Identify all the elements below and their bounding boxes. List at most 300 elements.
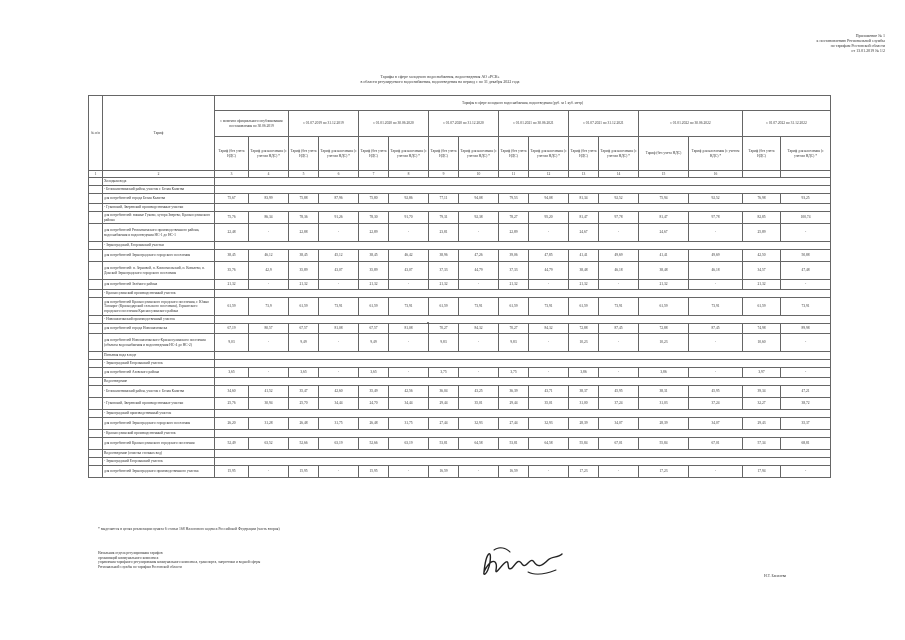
tariff-cell: 9,03	[215, 334, 249, 352]
column-index: 2	[103, 171, 215, 178]
tariff-cell: 49,69	[599, 250, 639, 262]
tariff-cell: -	[689, 224, 743, 242]
row-no	[89, 298, 103, 316]
tariff-cell: 38,48	[639, 262, 689, 280]
table-row	[89, 212, 831, 224]
table-row	[89, 466, 831, 478]
column-index: 13	[569, 171, 599, 178]
tariff-cell: 21,32	[639, 280, 689, 290]
tariff-cell: 92,86	[389, 194, 429, 204]
tariff-cell: 26,48	[289, 418, 319, 430]
signature-line: Начальник отдела регулирования тарифов	[98, 551, 163, 555]
tariff-cell: 92,38	[459, 212, 499, 224]
row-no	[89, 186, 103, 194]
tariff-cell: 92,52	[599, 194, 639, 204]
tariff-cell: -	[389, 224, 429, 242]
footnote: * выделяется в целях реализации пункта 6 статьи 168 Налогового кодекса Российской Федерации (часть вторая)	[98, 527, 280, 531]
tariff-cell: 35,01	[529, 398, 569, 410]
tariff-cell: 31,28	[249, 418, 289, 430]
tariff-cell: 46,18	[599, 262, 639, 280]
tariff-cell: 78,27	[499, 212, 529, 224]
tariff-cell: 52,49	[215, 438, 249, 450]
subheader-no-vat: Тариф (без учета НДС)	[215, 137, 249, 171]
tariff-cell: 73,91	[319, 298, 359, 316]
tariff-cell: 17,23	[569, 466, 599, 478]
tariff-cell: -	[389, 280, 429, 290]
tariff-cell: -	[599, 280, 639, 290]
tariff-cell: 9,49	[359, 334, 389, 352]
tariff-cell: 24,67	[639, 224, 689, 242]
tariff-cell: 34,57	[743, 262, 781, 280]
tariff-cell: 22,88	[289, 224, 319, 242]
tariff-cell: 50,88	[781, 250, 831, 262]
tariff-cell: 83,99	[249, 194, 289, 204]
tariff-cell: 53,81	[499, 438, 529, 450]
signer-name: Н.Т. Басилева	[764, 574, 787, 578]
column-index: 15	[639, 171, 689, 178]
row-label: для потребителей Красносулинского городского поселения	[103, 438, 215, 450]
tariff-cell: -	[459, 224, 499, 242]
tariff-cell: 87,45	[689, 324, 743, 334]
section-filler	[215, 186, 831, 194]
tariff-cell: 74,98	[743, 324, 781, 334]
row-no	[89, 466, 103, 478]
tariff-cell: 44,79	[459, 262, 499, 280]
row-label: для потребителей Зерноградского производственного участка	[103, 466, 215, 478]
tariff-cell: 29,44	[429, 398, 459, 410]
tariff-cell: 47,26	[459, 250, 499, 262]
tariff-cell: 41,41	[569, 250, 599, 262]
tariff-cell: 27,44	[499, 418, 529, 430]
tariff-cell: 79,31	[429, 212, 459, 224]
table-row	[89, 450, 831, 458]
tariff-cell: 31,75	[389, 418, 429, 430]
tariff-cell: 25,76	[215, 398, 249, 410]
tariff-cell: 97,78	[599, 212, 639, 224]
section-filler	[215, 316, 831, 324]
tariff-cell: -	[529, 466, 569, 478]
column-index	[781, 171, 831, 178]
tariff-cell: -	[529, 368, 569, 378]
tariff-cell: -	[689, 334, 743, 352]
tariff-cell: 35,49	[359, 386, 389, 398]
tariff-cell: 61,59	[289, 298, 319, 316]
tariff-cell: 81,34	[569, 194, 599, 204]
tariff-cell: 34,44	[319, 398, 359, 410]
tariff-cell: 29,44	[499, 398, 529, 410]
column-index: 10	[459, 171, 499, 178]
tariff-cell: 30,94	[249, 398, 289, 410]
tariff-cell: 91,26	[319, 212, 359, 224]
tariff-cell: 26,20	[215, 418, 249, 430]
tariff-cell: 26,48	[359, 418, 389, 430]
tariff-cell: 46,12	[249, 250, 289, 262]
tariff-cell: 37,33	[499, 262, 529, 280]
row-label: для потребителей: южные Гуково, хутора Зверево, Красносулинского района	[103, 212, 215, 224]
row-label: - Гуковский, Зверевский производственные участки	[103, 398, 215, 410]
tariff-cell: 73,9	[249, 298, 289, 316]
signature-line: организаций коммунального комплекса	[98, 555, 159, 560]
tariff-cell: 61,59	[215, 298, 249, 316]
tariff-cell: 81,47	[569, 212, 599, 224]
section-filler	[215, 458, 831, 466]
row-no	[89, 316, 103, 324]
tariff-cell: 25,70	[289, 398, 319, 410]
tariff-cell: 61,59	[743, 298, 781, 316]
tariff-cell: 32,93	[529, 418, 569, 430]
tariff-cell: 63,52	[249, 438, 289, 450]
tariff-cell: 61,59	[569, 298, 599, 316]
tariff-cell: 15,95	[359, 466, 389, 478]
tariff-cell: 67,57	[289, 324, 319, 334]
appendix-line: Приложение № 1	[855, 33, 885, 38]
table-row	[89, 298, 831, 316]
tariff-cell: 16,59	[429, 466, 459, 478]
tariff-cell: 35,37	[781, 418, 831, 430]
row-no	[89, 410, 103, 418]
tariff-cell: 38,45	[359, 250, 389, 262]
table-row	[89, 410, 831, 418]
tariff-cell: 78,30	[359, 212, 389, 224]
table-row	[89, 194, 831, 204]
table-row	[89, 262, 831, 280]
tariff-cell: 41,52	[249, 386, 289, 398]
tariff-cell: 21,32	[359, 280, 389, 290]
subheader-population: Тариф для населения (с учетом НДС) *	[389, 137, 429, 171]
tariff-cell: 76,98	[743, 194, 781, 204]
column-index: 7	[359, 171, 389, 178]
row-no	[89, 378, 103, 386]
subheader-no-vat: Тариф (без учета НДС)	[429, 137, 459, 171]
tariff-cell: 21,32	[499, 280, 529, 290]
tariff-cell: -	[529, 334, 569, 352]
tariff-cell: -	[781, 280, 831, 290]
tariff-cell: 3,86	[569, 368, 599, 378]
tariff-cell: 3,97	[743, 368, 781, 378]
row-label: - Красносулинский производственный участок	[103, 290, 215, 298]
row-label: Водоотведение (очистка сточных вод)	[103, 450, 215, 458]
tariff-cell: -	[689, 280, 743, 290]
tariff-cell: 38,72	[781, 398, 831, 410]
column-index: 8	[389, 171, 429, 178]
tariff-cell: 21,32	[289, 280, 319, 290]
table-row	[89, 324, 831, 334]
tariff-cell: 21,32	[429, 280, 459, 290]
tariff-cell: 47,21	[781, 386, 831, 398]
tariff-cell: 72,88	[569, 324, 599, 334]
column-index: 3	[215, 171, 249, 178]
tariff-cell: 86,34	[249, 212, 289, 224]
period-header: с 01.07.2022 по 31.12.2022	[743, 111, 831, 137]
header-tariff: Тариф	[103, 96, 215, 171]
section-filler	[215, 450, 831, 458]
header-row-indices	[89, 171, 831, 178]
tariff-cell: 47,85	[529, 250, 569, 262]
column-index: 12	[529, 171, 569, 178]
row-label: для потребителей Новошахтинского-Красносулинского поселения (объекты водоснабжения и водоотведения НС-4 до НС-2)	[103, 334, 215, 352]
tariff-cell: 44,79	[529, 262, 569, 280]
row-label: - Красносулинский производственный участок	[103, 430, 215, 438]
tariff-cell: 87,45	[599, 324, 639, 334]
tariff-cell: -	[319, 368, 359, 378]
tariff-cell: 21,32	[743, 280, 781, 290]
table-row	[89, 430, 831, 438]
tariff-cell: 37,33	[429, 262, 459, 280]
table-row	[89, 204, 831, 212]
tariff-cell: 31,00	[569, 398, 599, 410]
row-label: для потребителей: п. Зерновой, п. Комсомольский, п. Ковалево, п. Донской Зерноградского городского поселения	[103, 262, 215, 280]
tariff-cell: 73,91	[529, 298, 569, 316]
period-header: с 01.01.2020 по 30.06.2020	[359, 111, 429, 137]
period-header: с 01.01.2021 по 30.06.2021	[499, 111, 569, 137]
table-row	[89, 378, 831, 386]
subheader-population: Тариф для населения (с учетом НДС) *	[529, 137, 569, 171]
tariff-cell: 3,65	[289, 368, 319, 378]
tariff-cell: 84,32	[459, 324, 499, 334]
tariff-cell: 75,88	[289, 194, 319, 204]
tariff-cell: -	[319, 224, 359, 242]
tariff-cell: 38,45	[289, 250, 319, 262]
header-row-group	[89, 96, 831, 111]
tariff-cell: -	[389, 368, 429, 378]
tariff-cell: 61,59	[639, 298, 689, 316]
tariff-cell: 61,59	[359, 298, 389, 316]
subheader-population: Тариф для населения (с учетом НДС) *	[459, 137, 499, 171]
tariff-cell: -	[249, 466, 289, 478]
tariff-cell: 81,08	[319, 324, 359, 334]
document-title	[250, 74, 630, 84]
tariff-cell: 67,19	[215, 324, 249, 334]
scan-dot	[427, 322, 429, 324]
section-filler	[215, 178, 831, 186]
tariff-cell: 10,60	[743, 334, 781, 352]
row-no	[89, 360, 103, 368]
tariff-cell: 15,95	[215, 466, 249, 478]
handwritten-signature	[476, 542, 566, 584]
tariff-cell: 55,84	[569, 438, 599, 450]
row-label: - Зерноградский, Егорлыкский участки	[103, 242, 215, 250]
tariff-cell: 9,49	[289, 334, 319, 352]
row-no	[89, 290, 103, 298]
row-label: Питьевая вода в воде	[103, 352, 215, 360]
section-filler	[215, 378, 831, 386]
title-line: Тарифы в сфере холодного водоснабжения, водоотведения АО «РСК»	[380, 74, 500, 79]
tariff-cell: 36,04	[429, 386, 459, 398]
tariff-cell: 64,58	[529, 438, 569, 450]
subheader-no-vat: Тариф (без учета НДС)	[743, 137, 781, 171]
tariff-cell: -	[249, 280, 289, 290]
table-row	[89, 334, 831, 352]
tariff-cell: 73,91	[781, 298, 831, 316]
tariff-cell: 73,91	[389, 298, 429, 316]
section-filler	[215, 290, 831, 298]
tariff-cell: 3,86	[639, 368, 689, 378]
tariff-cell: 15,95	[289, 466, 319, 478]
table-row	[89, 280, 831, 290]
subheader-population: Тариф для населения (с учетом НДС) *	[689, 137, 743, 171]
row-no	[89, 438, 103, 450]
tariff-cell: 43,71	[529, 386, 569, 398]
column-index: 5	[289, 171, 319, 178]
tariff-cell: 17,94	[743, 466, 781, 478]
tariff-cell: 16,59	[499, 466, 529, 478]
tariff-cell: 49,69	[689, 250, 743, 262]
tariff-cell: -	[781, 368, 831, 378]
tariff-cell: 42,56	[389, 386, 429, 398]
section-filler	[215, 430, 831, 438]
row-no	[89, 242, 103, 250]
tariff-table	[88, 95, 831, 478]
tariff-cell: -	[781, 224, 831, 242]
row-no	[89, 250, 103, 262]
title-line: в области регулируемого водоснабжения, водоотведения на период с по 31 декабря 2022 года	[360, 79, 520, 84]
tariff-cell: -	[459, 334, 499, 352]
row-no	[89, 450, 103, 458]
tariff-cell: 63,19	[319, 438, 359, 450]
tariff-cell: 35,47	[289, 386, 319, 398]
tariff-cell: 63,19	[389, 438, 429, 450]
tariff-cell: 32,93	[459, 418, 499, 430]
column-index: 14	[599, 171, 639, 178]
period-header: с момента официального опубликования постановления по 30.06.2019	[215, 111, 289, 137]
tariff-cell: -	[389, 334, 429, 352]
tariff-cell: 34,07	[599, 418, 639, 430]
column-index: 1	[89, 171, 103, 178]
tariff-cell: 73,91	[459, 298, 499, 316]
tariff-cell: -	[319, 280, 359, 290]
tariff-cell: 73,91	[689, 298, 743, 316]
section-filler	[215, 360, 831, 368]
tariff-cell: -	[689, 466, 743, 478]
row-no	[89, 212, 103, 224]
table-row	[89, 186, 831, 194]
section-filler	[215, 242, 831, 250]
subheader-population: Тариф для населения (с учетом НДС) *	[319, 137, 359, 171]
tariff-cell: 73,91	[599, 298, 639, 316]
tariff-cell: 38,31	[639, 386, 689, 398]
row-label: для потребителей Ремонтненского производственного района, водоснабжения и водоотведения НС-1 до НС-1	[103, 224, 215, 242]
row-no	[89, 178, 103, 186]
tariff-cell: 3,65	[359, 368, 389, 378]
subheader-population: Тариф для населения (с учетом НДС) *	[781, 137, 831, 171]
tariff-table-body	[89, 178, 831, 478]
row-no	[89, 334, 103, 352]
tariff-cell: -	[529, 224, 569, 242]
tariff-cell: 29,43	[743, 418, 781, 430]
tariff-cell: 52,66	[359, 438, 389, 450]
tariff-cell: 10,23	[639, 334, 689, 352]
tariff-cell: 64,58	[459, 438, 499, 450]
table-row	[89, 224, 831, 242]
row-no	[89, 224, 103, 242]
tariff-cell: 81,47	[639, 212, 689, 224]
tariff-cell: 46,18	[689, 262, 743, 280]
tariff-cell: 28,39	[639, 418, 689, 430]
column-index: 6	[319, 171, 359, 178]
tariff-cell: 46,42	[389, 250, 429, 262]
tariff-cell: 79,53	[499, 194, 529, 204]
tariff-cell: 34,60	[215, 386, 249, 398]
tariff-cell: 31,75	[319, 418, 359, 430]
row-no	[89, 458, 103, 466]
row-no	[89, 368, 103, 378]
section-filler	[215, 352, 831, 360]
header-no: № п/п	[89, 96, 103, 171]
tariff-cell: 37,24	[599, 398, 639, 410]
row-label: для потребителей города Новошахтинска	[103, 324, 215, 334]
tariff-cell: 43,25	[459, 386, 499, 398]
subheader-no-vat: Тариф (без учета НДС)	[569, 137, 599, 171]
tariff-cell: 77,11	[429, 194, 459, 204]
tariff-cell: 42,9	[249, 262, 289, 280]
tariff-cell: -	[599, 466, 639, 478]
tariff-cell: 9,83	[429, 334, 459, 352]
tariff-cell: 75,67	[215, 194, 249, 204]
tariff-cell: -	[599, 368, 639, 378]
tariff-cell: 35,01	[459, 398, 499, 410]
tariff-cell: 41,41	[639, 250, 689, 262]
table-row	[89, 368, 831, 378]
subheader-population: Тариф для населения (с учетом НДС) *	[599, 137, 639, 171]
tariff-cell: 43,07	[319, 262, 359, 280]
tariff-cell: 39,34	[743, 386, 781, 398]
tariff-cell: 75,76	[215, 212, 249, 224]
tariff-cell: 24,70	[359, 398, 389, 410]
column-index	[743, 171, 781, 178]
tariff-cell: 45,12	[319, 250, 359, 262]
tariff-cell: 17,23	[639, 466, 689, 478]
period-header: с 01.07.2021 по 31.12.2021	[569, 111, 639, 137]
table-row	[89, 242, 831, 250]
tariff-cell: 21,32	[215, 280, 249, 290]
tariff-cell: 70,27	[429, 324, 459, 334]
tariff-cell: 75,80	[359, 194, 389, 204]
tariff-cell: 97,78	[689, 212, 743, 224]
tariff-cell: -	[459, 368, 499, 378]
appendix-line: по тарифам Ростовской области	[830, 43, 885, 48]
tariff-cell: 38,96	[429, 250, 459, 262]
tariff-cell: 92,52	[689, 194, 743, 204]
tariff-cell: 22,89	[359, 224, 389, 242]
tariff-cell: 45,95	[599, 386, 639, 398]
tariff-cell: 80,57	[249, 324, 289, 334]
section-filler	[215, 204, 831, 212]
table-row	[89, 386, 831, 398]
signature-line: Региональной службы по тарифам Ростовской области	[98, 564, 182, 569]
tariff-cell: 35,89	[359, 262, 389, 280]
table-row	[89, 360, 831, 368]
table-row	[89, 458, 831, 466]
period-header: с 01.01.2022 по 30.06.2022	[639, 111, 743, 137]
tariff-cell: 34,44	[389, 398, 429, 410]
tariff-cell: -	[529, 280, 569, 290]
table-row	[89, 398, 831, 410]
subheader-no-vat: Тариф (без учета НДС)	[639, 137, 689, 171]
appendix-header	[817, 33, 885, 53]
tariff-cell: -	[319, 334, 359, 352]
row-label: - Гуковский, Зверевский производственные участки	[103, 204, 215, 212]
tariff-cell: -	[599, 334, 639, 352]
row-no	[89, 194, 103, 204]
tariff-cell: 57,34	[743, 438, 781, 450]
tariff-cell: 53,81	[429, 438, 459, 450]
signature-line: управления тарифного регулирования коммунального комплекса, транспорта, энергетики и водной сферы	[98, 560, 261, 565]
table-row	[89, 250, 831, 262]
tariff-cell: 52,66	[289, 438, 319, 450]
appendix-line: от 13.01.2019 № 1/2	[851, 48, 885, 53]
tariff-cell: 42,50	[743, 250, 781, 262]
tariff-cell: 3,75	[429, 368, 459, 378]
